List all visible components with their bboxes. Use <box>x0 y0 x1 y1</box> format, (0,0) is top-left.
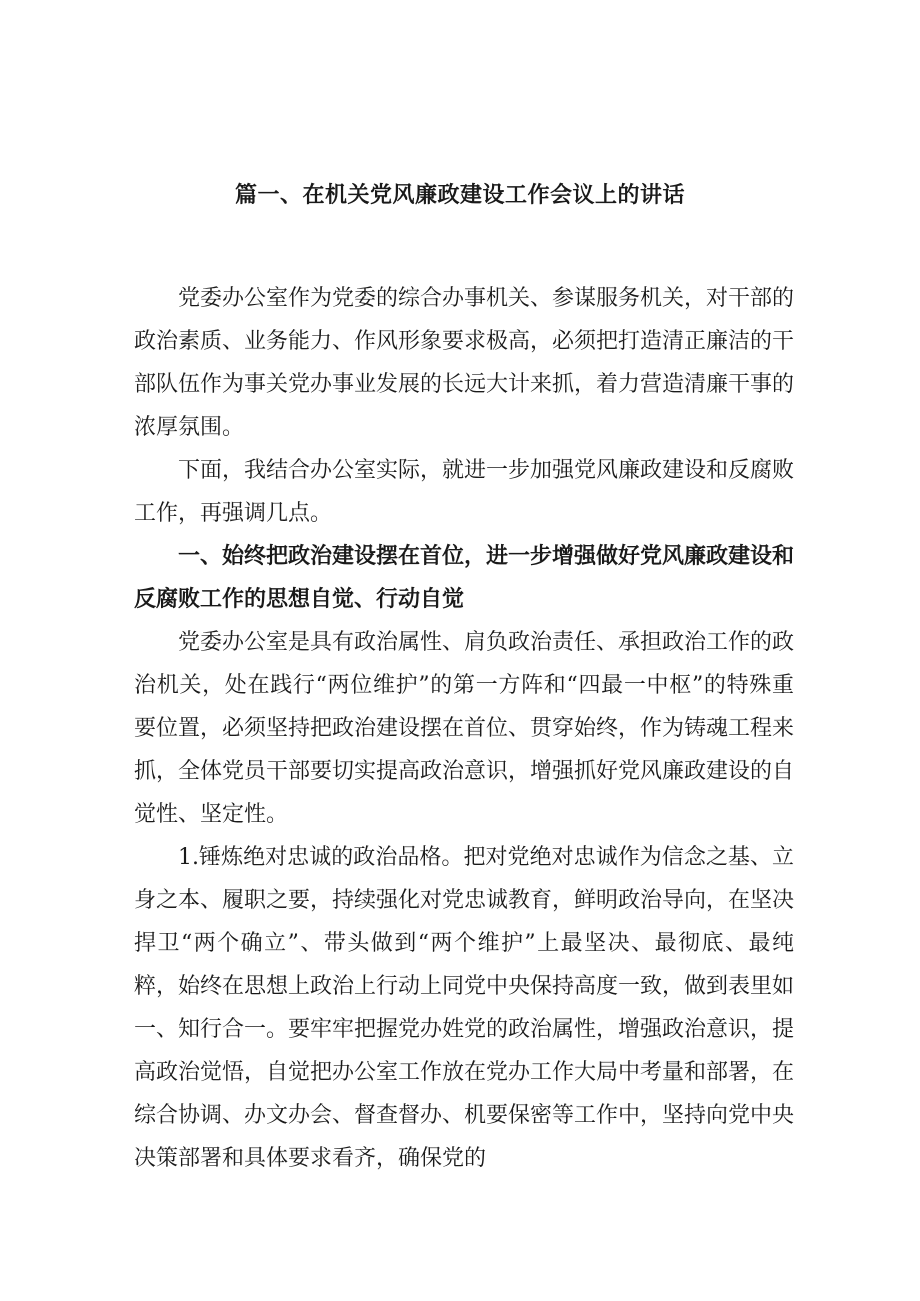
numbered-item-1: 1.锤炼绝对忠诚的政治品格。把对党绝对忠诚作为信念之基、立身之本、履职之要，持续强化对党忠诚教育，鲜明政治导向，在坚决捍卫“两个确立”、带头做到“两个维护”上最坚决、最彻底、最纯粹，始终在思想上政治上行动上同党中央保持高度一致，做到表里如一、知行合一。要牢牢把握党办姓党的政治属性，增强政治意识，提高政治觉悟，自觉把办公室工作放在党办工作大局中考量和部署，在综合协调、办文办会、督查督办、机要保密等工作中，坚持向党中央决策部署和具体要求看齐，确保党的 <box>134 845 795 1171</box>
intro-paragraph-2: 下面，我结合办公室实际，就进一步加强党风廉政建设和反腐败工作，再强调几点。 <box>134 458 795 526</box>
section-heading: 一、始终把政治建设摆在首位，进一步增强做好党风廉政建设和反腐败工作的思想自觉、行动自觉 <box>134 544 795 612</box>
document-title: 篇一、在机关党风廉政建设工作会议上的讲话 <box>234 183 685 208</box>
document-body <box>134 277 794 1180</box>
intro-paragraph: 党委办公室作为党委的综合办事机关、参谋服务机关，对干部的政治素质、业务能力、作风形象要求极高，必须把打造清正廉洁的干部队伍作为事关党办事业发展的长远大计来抓，着力营造清廉干事的浓厚氛围。 <box>134 286 795 440</box>
section-paragraph: 党委办公室是具有政治属性、肩负政治责任、承担政治工作的政治机关，处在践行“两位维护”的第一方阵和“四最一中枢”的特殊重要位置，必须坚持把政治建设摆在首位、贯穿始终，作为铸魂工程来抓，全体党员干部要切实提高政治意识，增强抓好党风廉政建设的自觉性、坚定性。 <box>134 630 795 827</box>
